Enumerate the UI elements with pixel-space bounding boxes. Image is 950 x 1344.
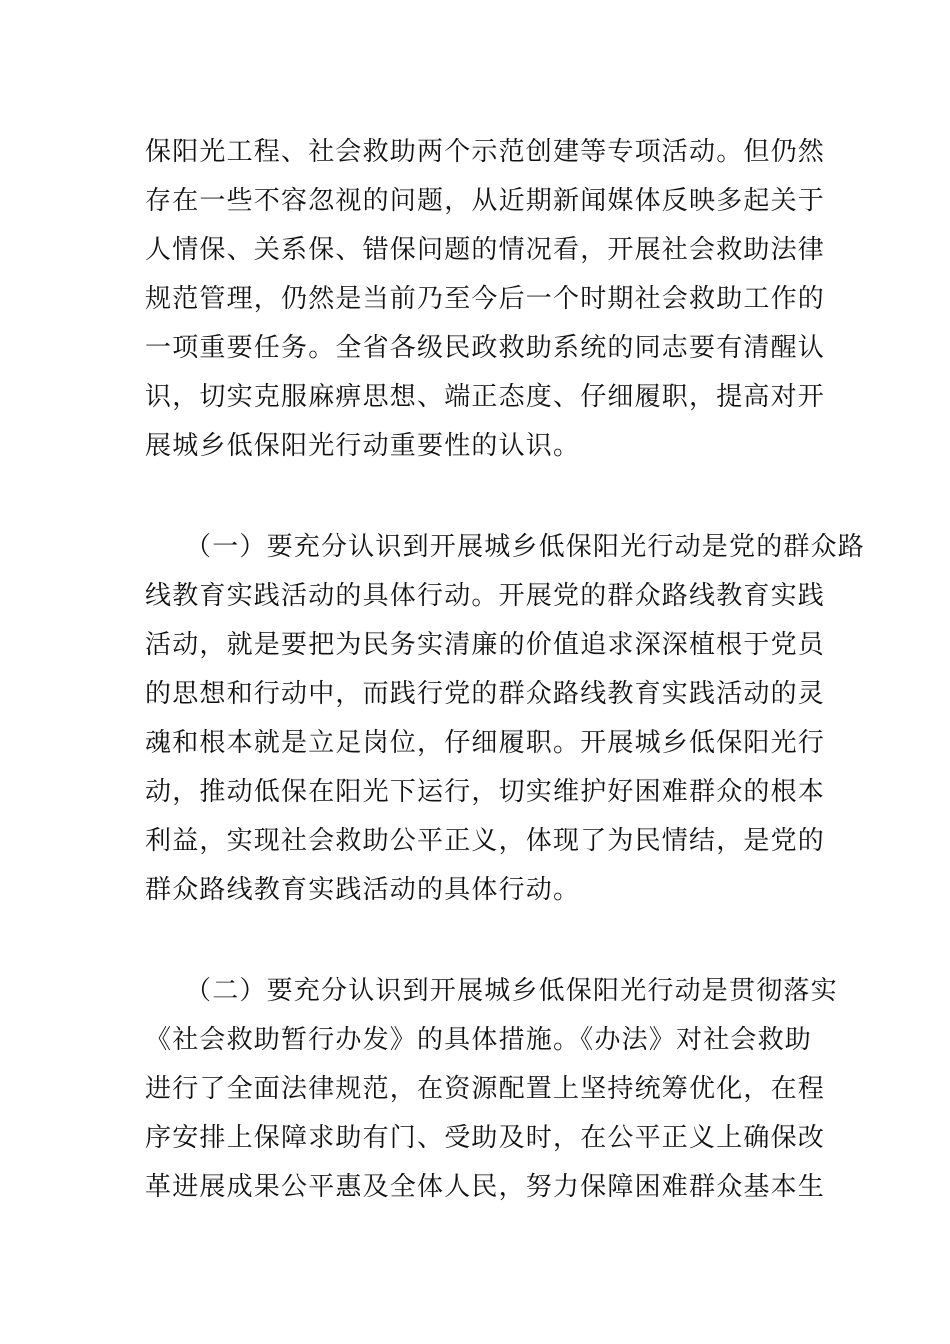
text-line: 展城乡低保阳光行动重要性的认识。 [145, 431, 581, 461]
text-line: 识，切实克服麻痹思想、端正态度、仔细履职，提高对开 [145, 382, 826, 412]
text-line: 一项重要任务。全省各级民政救助系统的同志要有清醒认 [145, 333, 826, 363]
text-line: 序安排上保障求助有门、受助及时，在公平正义上确保改 [145, 1123, 826, 1153]
text-line: 规范管理，仍然是当前乃至今后一个时期社会救助工作的 [145, 284, 826, 314]
text-line: 动，推动低保在阳光下运行，切实维护好困难群众的根本 [145, 777, 826, 807]
text-line: 革进展成果公平惠及全体人民，努力保障困难群众基本生 [145, 1172, 826, 1202]
text-line: 魂和根本就是立足岗位，仔细履职。开展城乡低保阳光行 [145, 728, 826, 758]
text-line: 线教育实践活动的具体行动。开展党的群众路线教育实践 [145, 581, 826, 611]
text-line-first: （一）要充分认识到开展城乡低保阳光行动是党的群众路 [185, 532, 866, 562]
text-line: 活动，就是要把为民务实清廉的价值追求深深植根于党员 [145, 630, 826, 660]
paragraph-section-2 [145, 967, 838, 1212]
paragraph-intro [145, 128, 826, 471]
text-line: 进行了全面法律规范，在资源配置上坚持统筹优化，在程 [145, 1074, 826, 1104]
text-line: 的思想和行动中，而践行党的群众路线教育实践活动的灵 [145, 679, 826, 709]
text-line-first: （二）要充分认识到开展城乡低保阳光行动是贯彻落实 [185, 976, 838, 1006]
paragraph-section-1 [145, 523, 866, 915]
text-line: 群众路线教育实践活动的具体行动。 [145, 875, 581, 905]
text-line: 保阳光工程、社会救助两个示范创建等专项活动。但仍然 [145, 137, 826, 167]
text-line: 人情保、关系保、错保问题的情况看，开展社会救助法律 [145, 235, 826, 265]
text-line: 利益，实现社会救助公平正义，体现了为民情结，是党的 [145, 826, 826, 856]
text-line: 《社会救助暂行办发》的具体措施。《办法》对社会救助 [145, 1025, 813, 1055]
text-line: 存在一些不容忽视的问题，从近期新闻媒体反映多起关于 [145, 186, 826, 216]
